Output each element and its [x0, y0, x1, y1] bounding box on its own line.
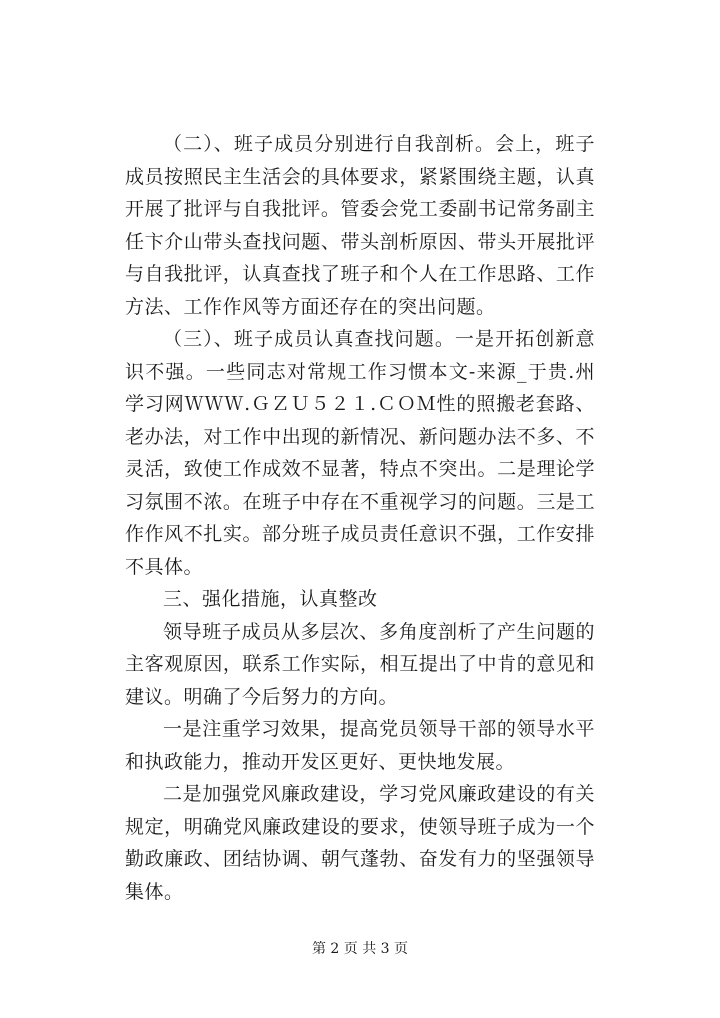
paragraph-problems-found: （三）、班子成员认真查找问题。一是开拓创新意识不强。一些同志对常规工作习惯本文-来源_于贵.州学习网ＷＷＷ.ＧＺＵ５２１.ＣＯＭ性的照搬老套路、老办法，对工作中出现的新情况、新问题办法不多、不灵活，致使工作成效不显著，特点不突出。二是理论学习氛围不浓。在班子中存在不重视学习的问题。三是工作作风不扎实。部分班子成员责任意识不强，工作安排不具体。 — [125, 328, 595, 578]
document-body — [125, 128, 595, 908]
page-number-footer: 第 2 页 共 3 页 — [311, 941, 409, 957]
paragraph-causes-analysis: 领导班子成员从多层次、多角度剖析了产生问题的主客观原因，联系工作实际，相互提出了中肯的意见和建议。明确了今后努力的方向。 — [125, 620, 595, 708]
paragraph-study-effect: 一是注重学习效果，提高党员领导干部的领导水平和执政能力，推动开发区更好、更快地发展。 — [125, 718, 595, 773]
section-heading-rectification: 三、强化措施，认真整改 — [163, 588, 378, 610]
paragraph-self-analysis: （二）、班子成员分别进行自我剖析。会上，班子成员按照民主生活会的具体要求，紧紧围绕主题，认真开展了批评与自我批评。管委会党工委副书记常务副主任卞介山带头查找问题、带头剖析原因、带头开展批评与自我批评，认真查找了班子和个人在工作思路、工作方法、工作作风等方面还存在的突出问题。 — [125, 133, 595, 318]
paragraph-integrity-building: 二是加强党风廉政建设，学习党风廉政建设的有关规定，明确党风廉政建设的要求，使领导班子成为一个勤政廉政、团结协调、朝气蓬勃、奋发有力的坚强领导集体。 — [125, 783, 595, 903]
